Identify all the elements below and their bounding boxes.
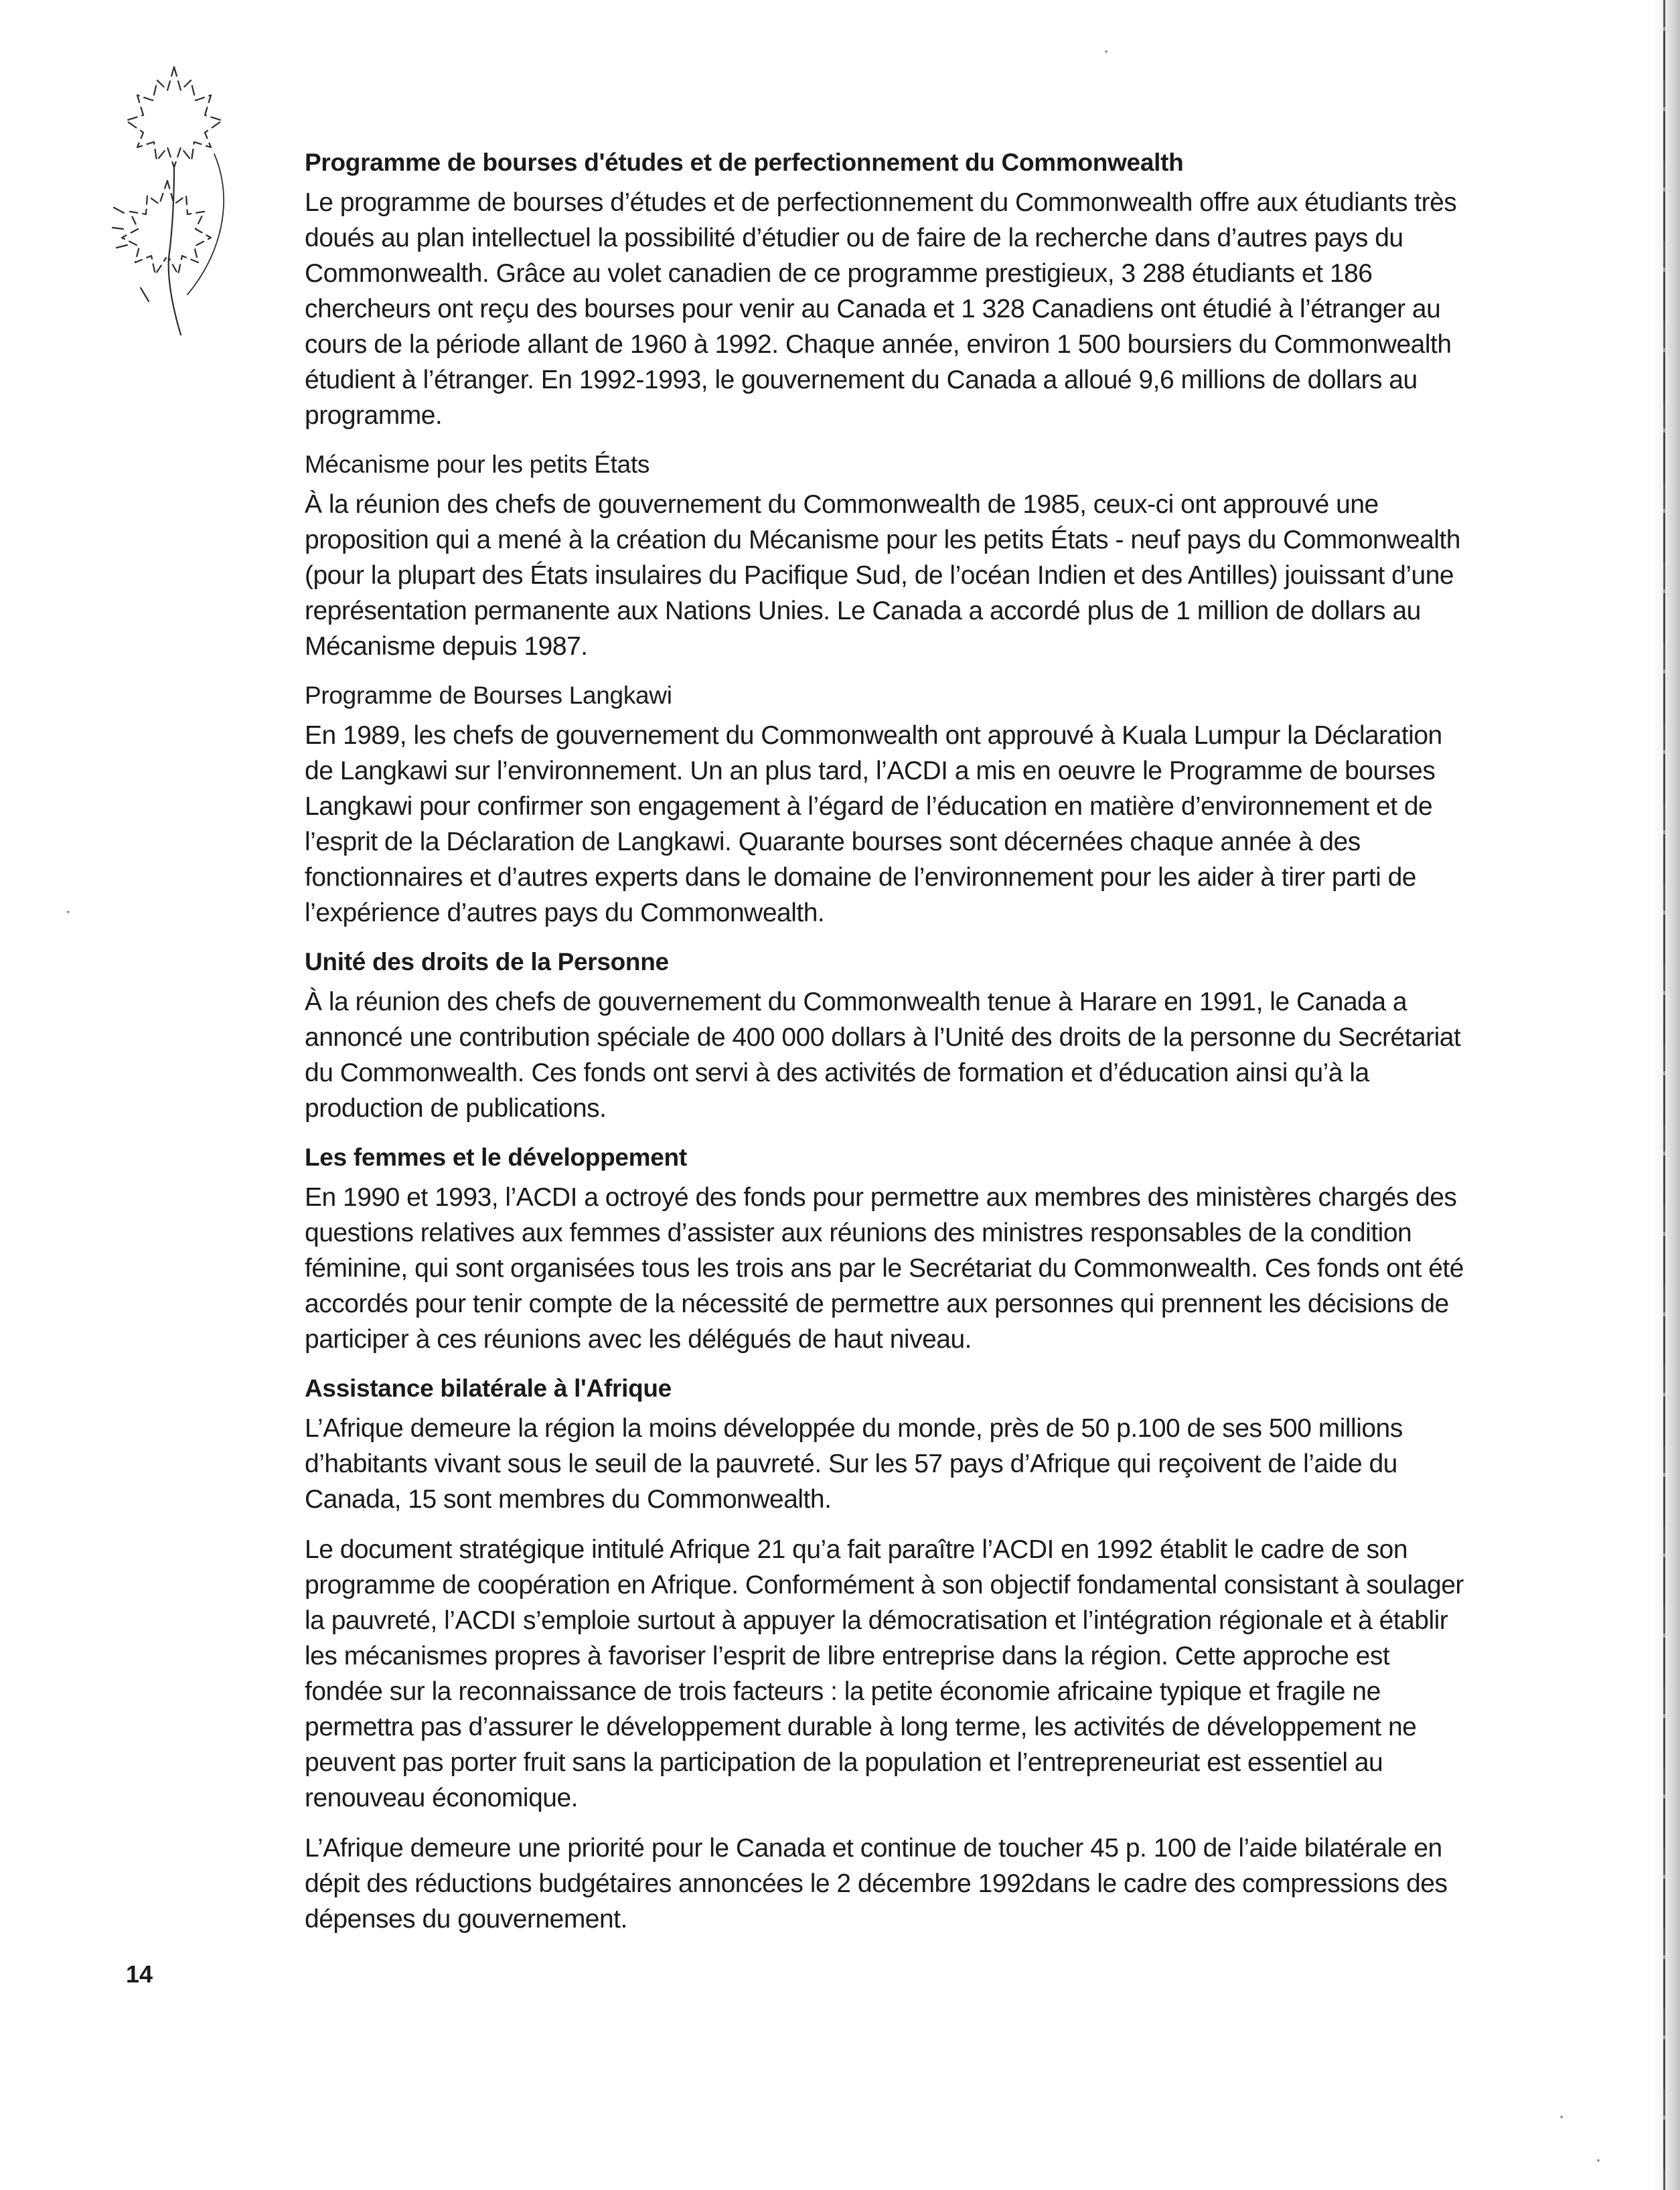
section-human-rights [305, 945, 1473, 1126]
scan-speck [1597, 2159, 1600, 2162]
scan-speck [1105, 50, 1108, 53]
section-women-development [305, 1141, 1473, 1357]
page-number: 14 [126, 1960, 153, 1988]
section-heading: Programme de bourses d'études et de perfectionnement du Commonwealth [305, 149, 1184, 176]
paragraph: Le document stratégique intitulé Afrique 21 qu’a fait paraître l’ACDI en 1992 établit le cadre de son programme de coopération en Afrique. Conformément à son objectif fondamental consistant à soulager la pauvreté, l’ACDI s’emploie surtout à appuyer la démocratisation et l’intégration régionale et à établir les mécanismes propres à favoriser l’esprit de libre entreprise dans la région. Cette approche est fondée sur la reconnaissance de trois facteurs : la petite économie africaine typique et fragile ne permettra pas d’assurer le développement durable à long terme, les activités de développement ne peuvent pas porter fruit sans la participation de la population et l’entrepreneuriat est essentiel au renouveau économique. [305, 1535, 1464, 1812]
section-langkawi [305, 679, 1473, 931]
paragraph: L’Afrique demeure une priorité pour le Canada et continue de toucher 45 p. 100 de l’aide bilatérale en dépit des réductions budgétaires annoncées le 2 décembre 1992dans le cadre des compressions des dépenses du gouvernement. [305, 1834, 1448, 1934]
paragraph: L’Afrique demeure la région la moins développée du monde, près de 50 p.100 de ses 500 millions d’habitants vivant sous le seuil de la pauvreté. Sur les 57 pays d’Afrique qui reçoivent de l’aide du Canada, 15 sont membres du Commonwealth. [305, 1414, 1403, 1514]
main-text-column [305, 146, 1473, 1952]
section-heading: Assistance bilatérale à l'Afrique [305, 1375, 672, 1402]
scanned-page-edge [1653, 0, 1680, 2190]
paragraph: En 1990 et 1993, l’ACDI a octroyé des fonds pour permettre aux membres des ministères chargés des questions relatives aux femmes d’assister aux réunions des ministres responsables de la condition féminine, qui sont organisées tous les trois ans par le Secrétariat du Commonwealth. Ces fonds ont été accordés pour tenir compte de la nécessité de permettre aux personnes qui prennent les décisions de participer à ces réunions avec les délégués de haut niveau. [305, 1183, 1464, 1354]
section-heading: Les femmes et le développement [305, 1144, 687, 1171]
maple-leaf-icon [74, 54, 261, 341]
binding-shadow-line [1663, 0, 1665, 2190]
section-small-states [305, 448, 1473, 664]
paragraph: En 1989, les chefs de gouvernement du Commonwealth ont approuvé à Kuala Lumpur la Déclaration de Langkawi sur l’environnement. Un an plus tard, l’ACDI a mis en oeuvre le Programme de bourses Langkawi pour confirmer son engagement à l’égard de l’éducation en matière d’environnement et de l’esprit de la Déclaration de Langkawi. Quarante bourses sont décernées chaque année à des fonctionnaires et d’autres experts dans le domaine de l’environnement pour les aider à tirer parti de l’expérience d’autres pays du Commonwealth. [305, 721, 1442, 927]
scan-speck [67, 911, 70, 913]
paragraph: À la réunion des chefs de gouvernement du Commonwealth tenue à Harare en 1991, le Canada a annoncé une contribution spéciale de 400 000 dollars à l’Unité des droits de la personne du Secrétariat du Commonwealth. Ces fonds ont servi à des activités de formation et d’éducation ainsi qu’à la production de publications. [305, 988, 1461, 1123]
section-heading: Mécanisme pour les petits États [305, 451, 650, 478]
scan-speck [1560, 2116, 1563, 2118]
section-africa-assistance [305, 1372, 1473, 1937]
section-commonwealth-scholarships [305, 146, 1473, 433]
paragraph: À la réunion des chefs de gouvernement du Commonwealth de 1985, ceux-ci ont approuvé une proposition qui a mené à la création du Mécanisme pour les petits États - neuf pays du Commonwealth (pour la plupart des États insulaires du Pacifique Sud, de l’océan Indien et des Antilles) jouissant d’une représentation permanente aux Nations Unies. Le Canada a accordé plus de 1 million de dollars au Mécanisme depuis 1987. [305, 490, 1460, 661]
paragraph: Le programme de bourses d’études et de perfectionnement du Commonwealth offre aux étudiants très doués au plan intellectuel la possibilité d’étudier ou de faire de la recherche dans d’autres pays du Commonwealth. Grâce au volet canadien de ce programme prestigieux, 3 288 étudiants et 186 chercheurs ont reçu des bourses pour venir au Canada et 1 328 Canadiens ont étudié à l’étranger au cours de la période allant de 1960 à 1992. Chaque année, environ 1 500 boursiers du Commonwealth étudient à l’étranger. En 1992-1993, le gouvernement du Canada a alloué 9,6 millions de dollars au programme. [305, 188, 1457, 430]
section-heading: Unité des droits de la Personne [305, 948, 669, 975]
section-heading: Programme de Bourses Langkawi [305, 682, 672, 709]
